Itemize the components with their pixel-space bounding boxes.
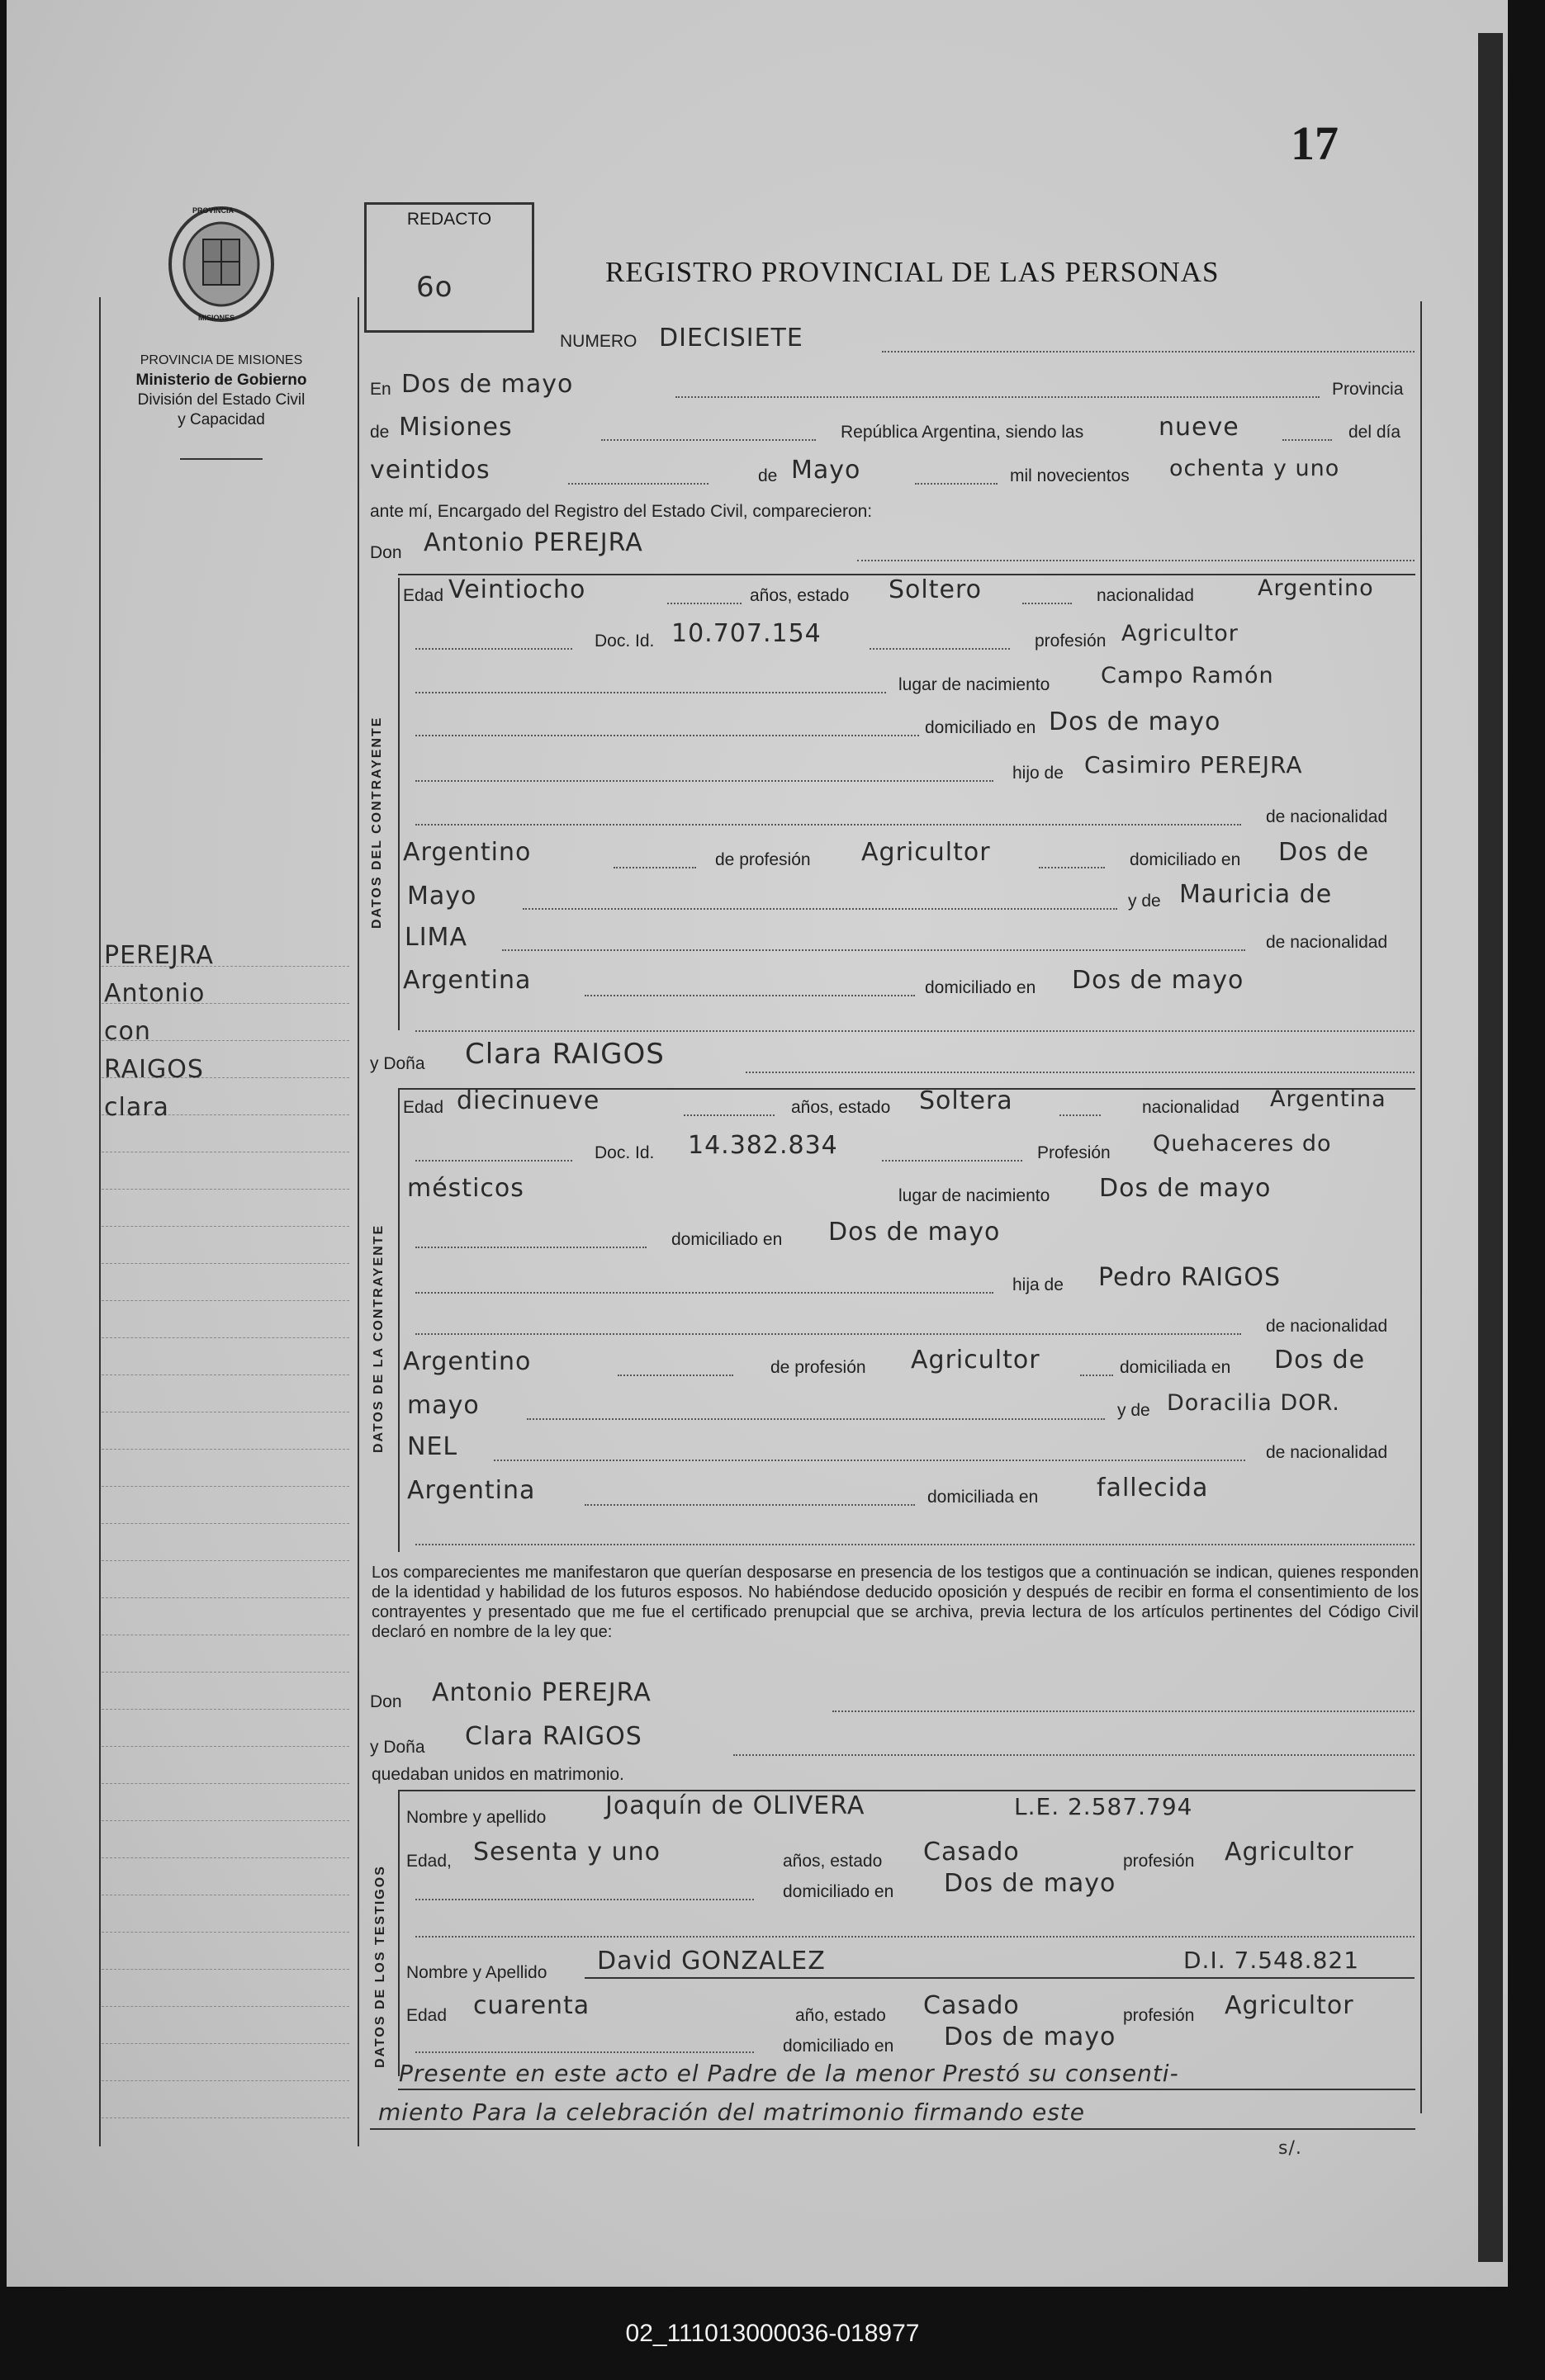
de-nac-label: de nacionalidad	[1266, 807, 1388, 826]
sidebar-border-right	[358, 297, 359, 2146]
madre-dom-dots-2	[415, 1544, 1415, 1545]
del-dia-label: del día	[1348, 423, 1401, 442]
de-nac-label-4: de nacionalidad	[1266, 1443, 1388, 1462]
seal-top-text: PROVINCIA	[192, 206, 235, 215]
ledger-line	[102, 1337, 349, 1338]
en-value: Dos de mayo	[401, 370, 574, 399]
hija-label: hija de	[1012, 1275, 1064, 1294]
contrayente-bracket	[398, 578, 400, 1030]
dia-value: veintidos	[370, 456, 491, 485]
doc-label-2: Doc. Id.	[595, 1143, 655, 1162]
yde-label-2: y de	[1117, 1401, 1150, 1420]
ledger-line	[102, 1969, 349, 1970]
nacionalidad-label-2: nacionalidad	[1142, 1098, 1239, 1117]
contrayenta-domicilio: Dos de mayo	[828, 1218, 1001, 1247]
ledger-line	[102, 2080, 349, 2081]
contrayenta-madre-nac: Argentina	[407, 1476, 536, 1505]
footer-code: 02_111013000036-018977	[625, 2320, 920, 2347]
contrayente-profesion: Agricultor	[1121, 621, 1239, 646]
contrayente-domicilio: Dos de mayo	[1049, 707, 1221, 736]
provincial-seal-icon	[164, 202, 279, 326]
book-spine	[1478, 33, 1503, 2262]
testigos-bracket-top	[398, 1790, 1415, 1791]
hijo-dots-left	[415, 780, 993, 782]
madre-dom-dots	[415, 1030, 1415, 1032]
redacto-label: REDACTO	[406, 210, 492, 229]
t1-edad-label: Edad,	[406, 1852, 452, 1871]
madre-dom-label-2: domiciliada en	[927, 1488, 1039, 1507]
domicilio-dots-left-2	[415, 1247, 647, 1248]
domicilio-label-2: domiciliado en	[671, 1230, 783, 1249]
note-line1-rule	[398, 2089, 1415, 2090]
ledger-line	[102, 2117, 349, 2118]
contrayente-madre-2: LIMA	[405, 923, 467, 952]
padre-prof-dots	[1039, 867, 1105, 868]
ledger-line	[102, 2006, 349, 2007]
mes-dots	[915, 483, 998, 485]
contrayenta-edad: diecinueve	[457, 1086, 600, 1115]
lugar-dots-left	[415, 692, 886, 693]
padre-prof-label-2: de profesión	[770, 1358, 866, 1377]
contrayenta-bracket	[398, 1090, 400, 1552]
contrayenta-estado: Soltera	[919, 1086, 1013, 1115]
yde-label: y de	[1128, 892, 1161, 911]
t2-edad-label: Edad	[406, 2006, 448, 2025]
sidebar-header-line1: PROVINCIA DE MISIONES	[140, 353, 303, 367]
edad-dots	[667, 603, 742, 604]
final-note-line3: s/.	[1278, 2138, 1302, 2159]
dona-label: y Doña	[370, 1054, 425, 1073]
testigo2-prof: Agricultor	[1225, 1991, 1354, 2020]
de-nac-label-3: de nacionalidad	[1266, 1317, 1388, 1336]
sidebar-divider	[180, 458, 263, 460]
numero-dots	[882, 351, 1415, 353]
t2-prof-label: profesión	[1123, 2006, 1195, 2025]
contrayenta-lugar: Dos de mayo	[1099, 1174, 1272, 1203]
de-nac-dots-2	[415, 1333, 1241, 1335]
quedaban-text: quedaban unidos en matrimonio.	[372, 1765, 624, 1784]
ledger-line	[102, 1189, 349, 1190]
t2-nombre-label: Nombre y Apellido	[406, 1963, 547, 1982]
ledger-line	[102, 1672, 349, 1673]
t1-dom-label: domiciliado en	[783, 1882, 894, 1901]
padre-dom-label: domiciliado en	[1130, 850, 1241, 869]
contrayente-estado: Soltero	[889, 575, 982, 604]
contrayente-padre-dom-2: Mayo	[407, 882, 477, 911]
page-number: 17	[1291, 116, 1339, 170]
ledger-line	[102, 1226, 349, 1227]
margin-note-line: RAIGOS	[104, 1055, 204, 1084]
t2-dom-label: domiciliado en	[783, 2037, 894, 2056]
sidebar-border-left	[99, 297, 101, 2146]
padre-prof-dots-2	[1080, 1375, 1113, 1376]
don-dots	[857, 560, 1415, 561]
ante-text: ante mí, Encargado del Registro del Estado Civil, comparecieron:	[370, 502, 873, 521]
doc-dots	[870, 648, 1010, 650]
estado-label: años, estado	[750, 586, 850, 605]
testigo1-edad: Sesenta y uno	[473, 1838, 661, 1867]
padre-dom-dots-2	[527, 1418, 1105, 1420]
testigo2-dom: Dos de mayo	[944, 2023, 1116, 2051]
contrayente-edad: Veintiocho	[448, 575, 586, 604]
hora-value: nueve	[1159, 413, 1239, 442]
declaration-paragraph: Los comparecientes me manifestaron que querían desposarse en presencia de los testigos que a continuación se indican, quienes responden de la identidad y habilidad de los futuros esposos. No habiéndose deducido oposición y después de recibir en forma el consentimiento de los contrayentes y presentado que me fue el certificado prenupcial que se archiva, previa lectura de los artículos pertinentes del Código Civil declaró en nombre de la ley que:	[372, 1564, 1419, 1641]
numero-label: NUMERO	[560, 332, 637, 351]
t1-extra-dots	[415, 1936, 1415, 1938]
contrayente-padre-dom-1: Dos de	[1278, 838, 1370, 867]
contrayente-nacionalidad: Argentino	[1258, 575, 1374, 601]
de-mes-label: de	[758, 466, 778, 485]
ledger-line	[102, 1486, 349, 1487]
form-border-right	[1420, 301, 1422, 2113]
padre-nac-dots-2	[618, 1375, 733, 1376]
domicilio-label: domiciliado en	[925, 718, 1036, 737]
contrayenta-padre-prof: Agricultor	[911, 1346, 1040, 1375]
hija-dots-left	[415, 1292, 993, 1294]
domicilio-dots-left	[415, 735, 919, 736]
testigo2-nombre: David GONZALEZ	[597, 1947, 826, 1975]
de-nac-dots	[415, 824, 1241, 826]
ledger-line	[102, 1523, 349, 1524]
decl-dona-dots	[733, 1754, 1415, 1756]
ledger-line	[102, 1300, 349, 1301]
de-label: de	[370, 423, 390, 442]
t2-dom-dots-left	[415, 2051, 754, 2053]
testigo2-estado: Casado	[923, 1991, 1020, 2020]
contrayenta-section-label: DATOS DE LA CONTRAYENTE	[372, 1223, 386, 1453]
contrayente-lugar: Campo Ramón	[1101, 663, 1274, 688]
final-note-line1: Presente en este acto el Padre de la menor Prestó su consenti-	[399, 2060, 1179, 2087]
contrayente-madre-1: Mauricia de	[1179, 880, 1333, 909]
contrayenta-doc: 14.382.834	[688, 1131, 838, 1160]
de-dots	[601, 439, 816, 441]
dia-dots	[568, 483, 709, 485]
t1-estado-label: años, estado	[783, 1852, 883, 1871]
doc-label: Doc. Id.	[595, 632, 655, 651]
padre-prof-label: de profesión	[715, 850, 811, 869]
contrayenta-madre-dom: fallecida	[1097, 1474, 1209, 1502]
madre-dom-label: domiciliado en	[925, 978, 1036, 997]
sidebar-header-line2: Ministerio de Gobierno	[135, 371, 307, 389]
t2-estado-label: año, estado	[795, 2006, 886, 2025]
contrayente-madre-dom: Dos de mayo	[1072, 966, 1244, 995]
hora-dots	[1282, 439, 1332, 441]
lugar-label: lugar de nacimiento	[898, 675, 1050, 694]
hijo-label: hijo de	[1012, 764, 1064, 783]
contrayenta-padre-dom-1: Dos de	[1274, 1346, 1366, 1375]
redacto-stamp	[364, 202, 534, 333]
padre-dom-label-2: domiciliada en	[1120, 1358, 1231, 1377]
testigo1-prof: Agricultor	[1225, 1838, 1354, 1867]
en-label: En	[370, 380, 391, 399]
contrayente-madre-nac: Argentina	[403, 966, 532, 995]
margin-note	[104, 937, 214, 1127]
doc-dots-left-2	[415, 1160, 572, 1162]
contrayente-padre-prof: Agricultor	[861, 838, 991, 867]
de-value: Misiones	[399, 413, 513, 442]
t2-nombre-line	[585, 1977, 1415, 1979]
dona-dots	[746, 1072, 1415, 1073]
profesion-label: profesión	[1035, 632, 1107, 651]
provincia-label: Provincia	[1332, 380, 1404, 399]
sidebar-header-line4: y Capacidad	[178, 411, 265, 428]
ledger-line	[102, 1560, 349, 1561]
doc-dots-left	[415, 648, 572, 650]
decl-don-label: Don	[370, 1692, 402, 1711]
contrayente-section-label: DATOS DEL CONTRAYENTE	[370, 716, 384, 929]
edad-label: Edad	[403, 1098, 444, 1117]
decl-dona-value: Clara RAIGOS	[465, 1722, 642, 1751]
redacto-mark: 6o	[416, 271, 453, 304]
de-nac-label-2: de nacionalidad	[1266, 933, 1388, 952]
t1-prof-label: profesión	[1123, 1852, 1195, 1871]
ledger-line	[102, 1783, 349, 1784]
padre-nac-dots	[614, 867, 696, 868]
registry-title: REGISTRO PROVINCIAL DE LAS PERSONAS	[605, 256, 1220, 288]
testigo2-doc: D.I. 7.548.821	[1183, 1947, 1360, 1974]
mes-value: Mayo	[791, 456, 861, 485]
testigo1-doc: L.E. 2.587.794	[1014, 1793, 1193, 1820]
estado-label-2: años, estado	[791, 1098, 891, 1117]
margin-note-line: clara	[104, 1093, 169, 1122]
contrayenta-profesion-2: mésticos	[407, 1174, 524, 1203]
numero-value: DIECISIETE	[659, 324, 803, 353]
ledger-line	[102, 1932, 349, 1933]
ledger-line	[102, 1449, 349, 1450]
doc-dots-2	[882, 1160, 1022, 1162]
ledger-line	[102, 1263, 349, 1264]
testigos-bracket	[398, 1791, 400, 2076]
edad-dots-2	[684, 1114, 775, 1116]
final-note-line2: miento Para la celebración del matrimonio firmando este	[378, 2098, 1086, 2126]
seal-bottom-text: MISIONES	[198, 314, 235, 322]
padre-dom-dots	[523, 908, 1117, 910]
t1-dom-dots-left	[415, 1899, 754, 1900]
t1-nombre-label: Nombre y apellido	[406, 1808, 547, 1827]
contrayenta-madre-2: NEL	[407, 1432, 458, 1461]
contrayenta-madre-1: Doracilia DOR.	[1167, 1390, 1340, 1416]
margin-note-line: con	[104, 1017, 151, 1046]
decl-don-dots	[832, 1710, 1415, 1712]
contrayenta-profesion-1: Quehaceres do	[1153, 1131, 1332, 1157]
decl-dona-label: y Doña	[370, 1738, 425, 1757]
edad-label: Edad	[403, 586, 444, 605]
sidebar-header-line3: División del Estado Civil	[137, 391, 306, 409]
ledger-line	[102, 1597, 349, 1598]
madre-dots	[502, 949, 1245, 951]
sidebar-header	[85, 351, 358, 430]
register-page	[7, 0, 1508, 2287]
profesion-label-2: Profesión	[1037, 1143, 1111, 1162]
contrayente-padre: Casimiro PEREJRA	[1084, 751, 1303, 778]
ledger-line	[102, 1857, 349, 1858]
ledger-line	[102, 1746, 349, 1747]
contrayenta-name: Clara RAIGOS	[465, 1038, 665, 1071]
contrayenta-padre-nac: Argentino	[403, 1347, 532, 1376]
contrayente-name: Antonio PEREJRA	[424, 528, 643, 557]
contrayenta-padre-dom-2: mayo	[407, 1391, 480, 1420]
estado-dots-2	[1059, 1114, 1101, 1116]
estado-dots	[1022, 603, 1072, 604]
madre-dots-2	[494, 1460, 1245, 1461]
ledger-line	[102, 2043, 349, 2044]
contrayenta-nacionalidad: Argentina	[1270, 1086, 1386, 1112]
mil-label: mil novecientos	[1010, 466, 1130, 485]
lugar-label-2: lugar de nacimiento	[898, 1186, 1050, 1205]
testigo2-edad: cuarenta	[473, 1991, 590, 2020]
decl-don-value: Antonio PEREJRA	[432, 1678, 652, 1707]
ledger-line	[102, 1820, 349, 1821]
en-dots	[675, 396, 1320, 398]
testigos-section-label: DATOS DE LOS TESTIGOS	[373, 1865, 387, 2068]
contrayente-doc: 10.707.154	[671, 619, 822, 648]
testigo1-dom: Dos de mayo	[944, 1869, 1116, 1898]
note-line2-rule	[370, 2128, 1415, 2130]
republica-label: República Argentina, siendo las	[841, 423, 1084, 442]
contrayenta-padre: Pedro RAIGOS	[1098, 1263, 1281, 1292]
ledger-line	[102, 1709, 349, 1710]
anio-value: ochenta y uno	[1169, 456, 1340, 481]
madre-nac-dots-2	[585, 1504, 915, 1506]
nacionalidad-label: nacionalidad	[1097, 586, 1194, 605]
margin-note-line: PEREJRA	[104, 941, 214, 970]
contrayente-padre-nac: Argentino	[403, 838, 532, 867]
margin-note-line: Antonio	[104, 979, 206, 1008]
madre-nac-dots	[585, 995, 915, 996]
testigo1-estado: Casado	[923, 1838, 1020, 1867]
testigo1-nombre: Joaquín de OLIVERA	[605, 1791, 865, 1820]
don-label: Don	[370, 543, 402, 562]
